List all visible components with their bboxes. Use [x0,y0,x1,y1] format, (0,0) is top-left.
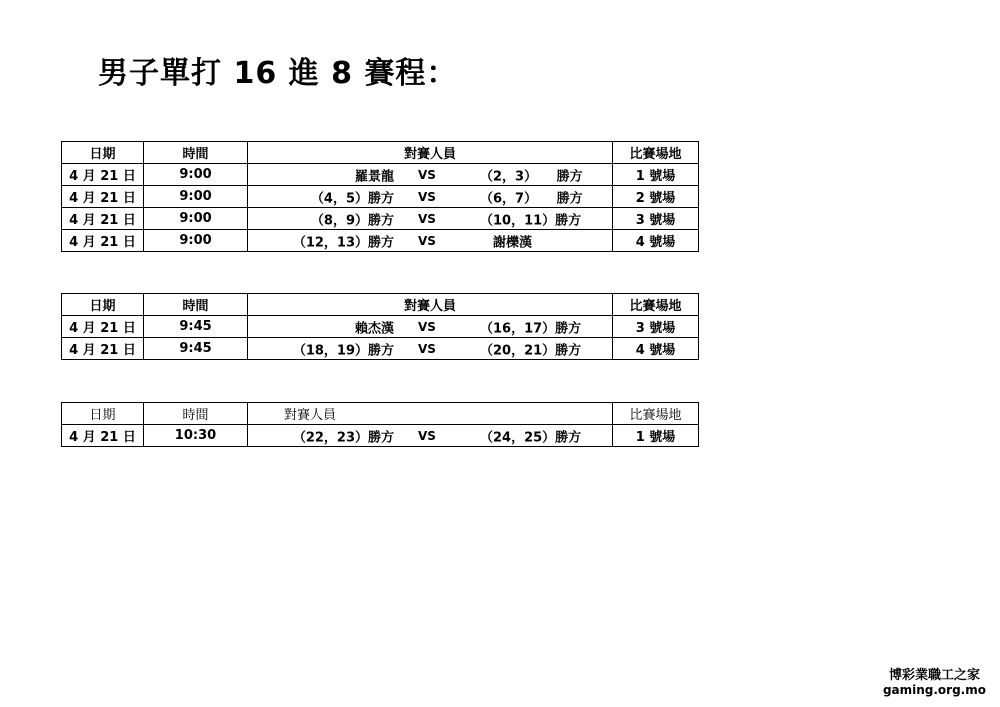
table-row [62,164,699,186]
vs-label: VS [418,233,436,248]
player-2: （6，7） 勝方 [480,191,583,206]
header-time: 時間 [144,294,248,316]
cell-venue: 4 號場 [613,230,699,252]
cell-venue: 3 號場 [613,208,699,230]
cell-time: 9:45 [144,338,248,360]
header-time: 時間 [144,142,248,164]
player-1: （4，5）勝方 [310,191,394,206]
cell-date: 4 月 21 日 [62,425,144,447]
header-time: 時間 [144,403,248,425]
player-1: （8，9）勝方 [310,213,394,228]
table-row [62,338,699,360]
cell-date: 4 月 21 日 [62,164,144,186]
table-row [62,186,699,208]
cell-time: 9:00 [144,186,248,208]
vs-label: VS [418,341,436,356]
player-2: （24，25）勝方 [480,430,582,445]
vs-label: VS [418,167,436,182]
cell-date: 4 月 21 日 [62,186,144,208]
player-2: （16，17）勝方 [480,321,582,336]
header-date: 日期 [62,294,144,316]
table-header [62,142,699,164]
table-row [62,425,699,447]
player-2: （2，3） 勝方 [480,169,583,184]
player-1: （22，23）勝方 [292,430,394,445]
cell-players [248,208,613,230]
cell-venue: 2 號場 [613,186,699,208]
cell-venue: 1 號場 [613,425,699,447]
player-1: （12，13）勝方 [292,235,394,250]
header-venue: 比賽場地 [613,142,699,164]
cell-date: 4 月 21 日 [62,208,144,230]
player-1: 賴杰漢 [354,321,394,336]
schedule-table-3 [61,402,699,447]
cell-players [248,164,613,186]
cell-players [248,230,613,252]
player-1: （18，19）勝方 [292,343,394,358]
table-row [62,208,699,230]
cell-time: 9:00 [144,208,248,230]
header-venue: 比賽場地 [613,294,699,316]
player-1: 羅景龍 [354,169,394,184]
vs-label: VS [418,428,436,443]
cell-players [248,338,613,360]
cell-time: 10:30 [144,425,248,447]
header-players: 對賽人員 [248,294,613,316]
player-2: 謝櫟漢 [480,235,533,250]
header-date: 日期 [62,403,144,425]
schedule-table-1 [61,141,699,252]
player-2: （20，21）勝方 [480,343,582,358]
header-date: 日期 [62,142,144,164]
vs-label: VS [418,319,436,334]
watermark-line-2: gaming.org.mo [882,683,986,697]
cell-venue: 3 號場 [613,316,699,338]
cell-venue: 4 號場 [613,338,699,360]
table-header [62,294,699,316]
cell-date: 4 月 21 日 [62,230,144,252]
table-header [62,403,699,425]
cell-date: 4 月 21 日 [62,316,144,338]
table-row [62,316,699,338]
page-title: 男子單打 16 進 8 賽程： [98,56,458,91]
cell-time: 9:00 [144,164,248,186]
watermark [883,669,986,697]
player-2: （10，11）勝方 [480,213,582,228]
header-venue: 比賽場地 [613,403,699,425]
cell-date: 4 月 21 日 [62,338,144,360]
cell-time: 9:45 [144,316,248,338]
schedule-table-2 [61,293,699,360]
cell-players [248,425,613,447]
cell-players [248,186,613,208]
watermark-line-1: 博彩業職工之家 [888,668,980,683]
table-row [62,230,699,252]
cell-venue: 1 號場 [613,164,699,186]
header-players: 對賽人員 [248,403,613,425]
cell-time: 9:00 [144,230,248,252]
cell-players [248,316,613,338]
vs-label: VS [418,211,436,226]
header-players: 對賽人員 [248,142,613,164]
vs-label: VS [418,189,436,204]
